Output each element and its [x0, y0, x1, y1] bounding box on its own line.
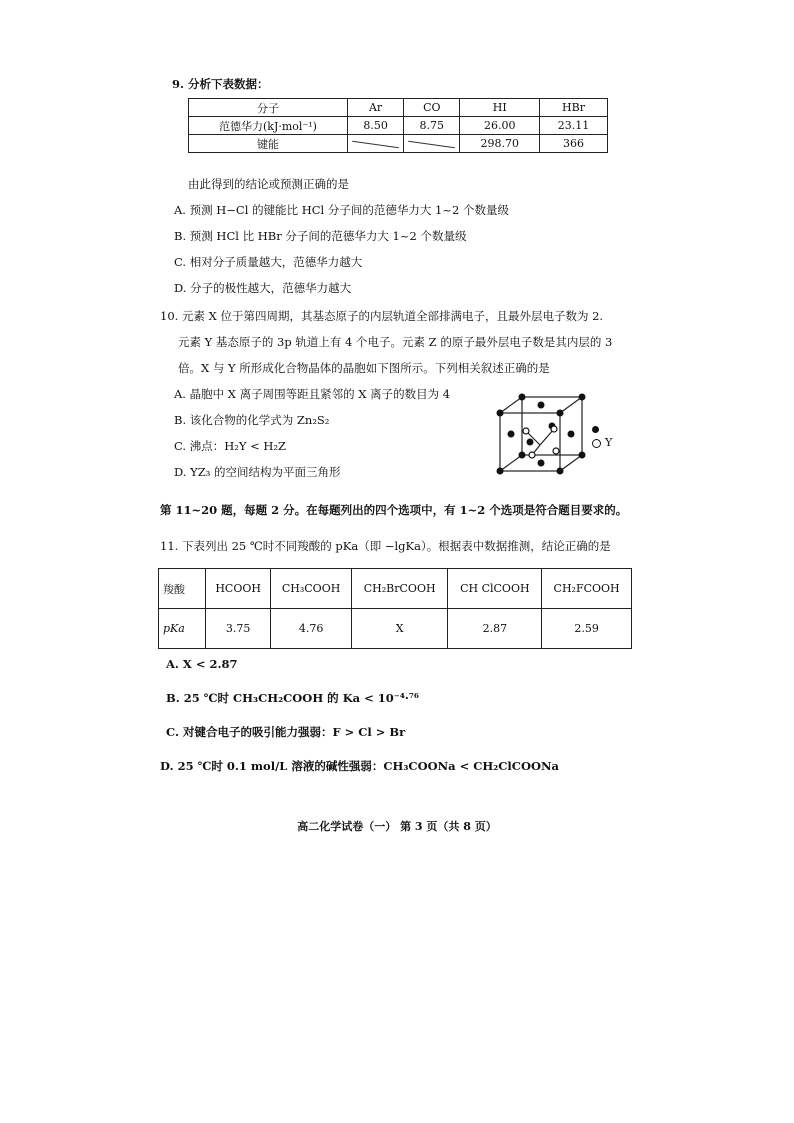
table-cell: CH₂FCOOH — [542, 569, 632, 609]
q11-table — [158, 568, 632, 649]
table-cell: 366 — [540, 135, 608, 153]
table-cell: pKa — [159, 609, 206, 649]
q9-option-a: A. 预测 H−Cl 的键能比 HCl 分子间的范德华力大 1~2 个数量级 — [174, 203, 509, 217]
q9-prompt: 由此得到的结论或预测正确的是 — [188, 177, 349, 191]
table-cell: 范德华力(kJ·mol⁻¹) — [189, 117, 348, 135]
q11-option-b: B. 25 ℃时 CH₃CH₂COOH 的 Ka < 10⁻⁴·⁷⁶ — [166, 691, 419, 705]
table-cell: 8.75 — [404, 117, 460, 135]
section-header: 第 11~20 题，每题 2 分。在每题列出的四个选项中，有 1~2 个选项是符合题目要求的。 — [160, 503, 628, 517]
table-cell: 8.50 — [348, 117, 404, 135]
q10-option-d: D. YZ₃ 的空间结构为平面三角形 — [174, 465, 341, 479]
table-cell: X — [351, 609, 448, 649]
q10-line3: 倍。X 与 Y 所形成化合物晶体的晶胞如下图所示。下列相关叙述正确的是 — [178, 361, 550, 375]
q11-stem: 11. 下表列出 25 ℃时不同羧酸的 pKa（即 −lgKa）。根据表中数据推测，结论正确的是 — [160, 539, 611, 553]
table-cell: Ar — [348, 99, 404, 117]
table-cell: HI — [460, 99, 540, 117]
table-row — [189, 117, 608, 135]
open-dot-icon — [592, 439, 601, 448]
legend-x — [592, 422, 612, 436]
q11-option-d: D. 25 ℃时 0.1 mol/L 溶液的碱性强弱：CH₃COONa < CH₂ClCOONa — [160, 759, 559, 773]
q10-option-a: A. 晶胞中 X 离子周围等距且紧邻的 X 离子的数目为 4 — [174, 387, 451, 401]
page-footer: 高二化学试卷（一） 第 3 页（共 8 页） — [297, 820, 497, 833]
q11-option-c: C. 对键合电子的吸引能力强弱：F > Cl > Br — [166, 725, 406, 739]
table-cell: CO — [404, 99, 460, 117]
q10-line1: 10. 元素 X 位于第四周期，其基态原子的内层轨道全部排满电子，且最外层电子数为 2. — [160, 309, 604, 323]
table-row — [159, 569, 632, 609]
crystal-legend — [592, 422, 612, 450]
q9-stem: 9. 分析下表数据： — [172, 77, 269, 91]
crystal-cell-figure — [496, 393, 586, 475]
q9-option-d: D. 分子的极性越大，范德华力越大 — [174, 281, 352, 295]
table-cell: HCOOH — [206, 569, 271, 609]
q10-line2: 元素 Y 基态原子的 3p 轨道上有 4 个电子。元素 Z 的原子最外层电子数是其内层的 3 — [178, 335, 613, 349]
q9-table — [188, 98, 608, 153]
table-cell: 26.00 — [460, 117, 540, 135]
q10-option-b: B. 该化合物的化学式为 Zn₂S₂ — [174, 413, 330, 427]
table-cell: 3.75 — [206, 609, 271, 649]
q11-option-a: A. X < 2.87 — [166, 657, 238, 671]
table-cell: CH₂BrCOOH — [351, 569, 448, 609]
table-cell: HBr — [540, 99, 608, 117]
table-cell: 2.59 — [542, 609, 632, 649]
table-cell: CH₃COOH — [271, 569, 352, 609]
table-row — [189, 135, 608, 153]
table-cell: 4.76 — [271, 609, 352, 649]
table-cell: 分子 — [189, 99, 348, 117]
legend-y-label: Y — [605, 436, 613, 449]
table-cell: 298.70 — [460, 135, 540, 153]
filled-dot-icon — [592, 426, 599, 433]
q9-option-c: C. 相对分子质量越大，范德华力越大 — [174, 255, 363, 269]
table-cell-empty — [404, 135, 460, 153]
table-row — [189, 99, 608, 117]
table-cell: CH ClCOOH — [448, 569, 542, 609]
table-cell: 键能 — [189, 135, 348, 153]
q10-option-c: C. 沸点：H₂Y < H₂Z — [174, 439, 287, 453]
table-cell: 2.87 — [448, 609, 542, 649]
table-cell: 羧酸 — [159, 569, 206, 609]
table-row — [159, 609, 632, 649]
legend-y — [592, 436, 612, 450]
q9-option-b: B. 预测 HCl 比 HBr 分子间的范德华力大 1~2 个数量级 — [174, 229, 467, 243]
table-cell-empty — [348, 135, 404, 153]
table-cell: 23.11 — [540, 117, 608, 135]
